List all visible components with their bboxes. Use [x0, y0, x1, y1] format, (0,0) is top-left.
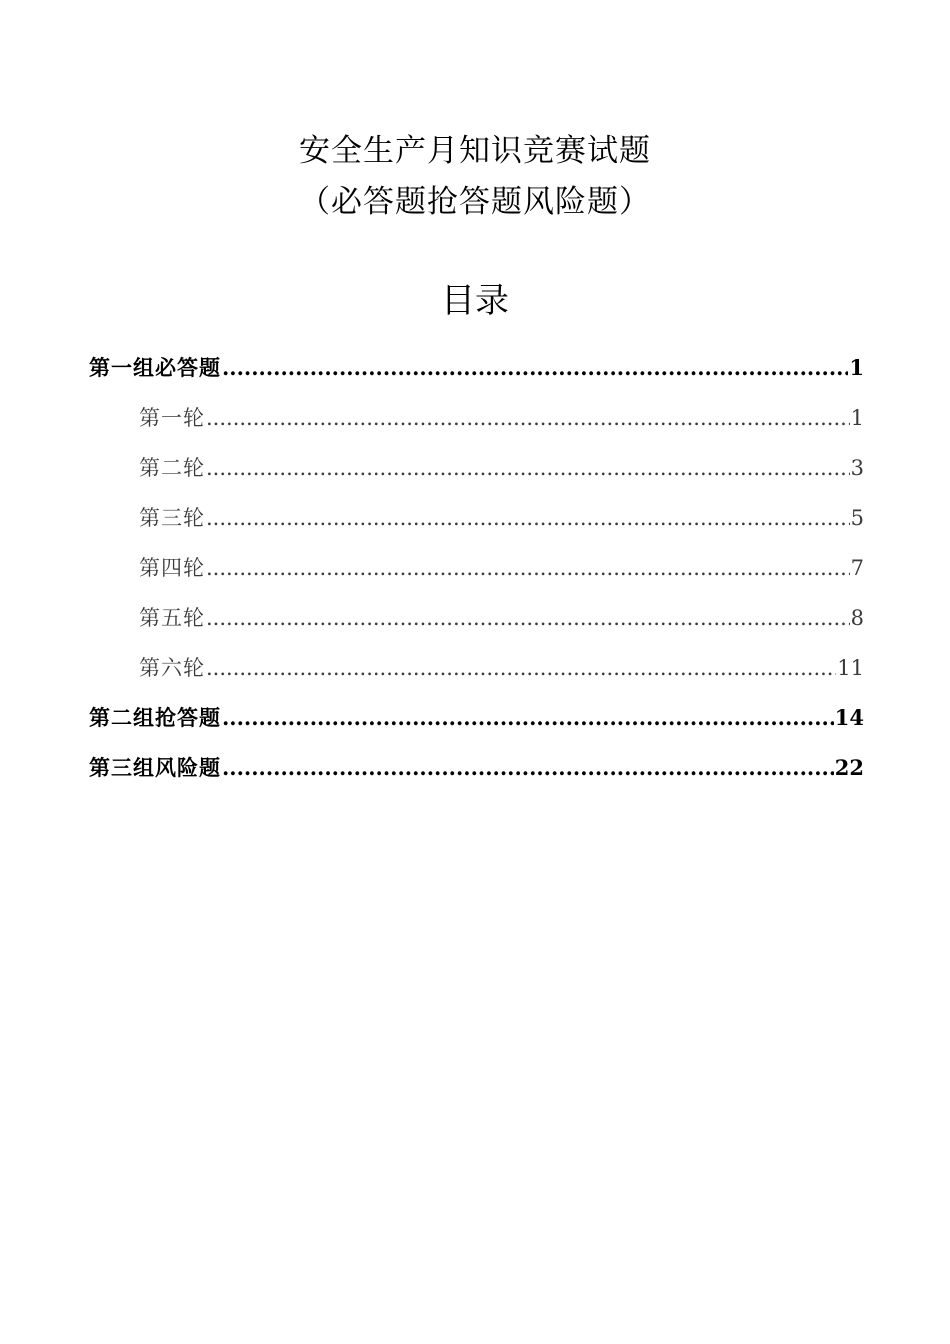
toc-entry-label: 第四轮 [139, 556, 205, 580]
toc-entry-label: 第一组必答题 [89, 355, 221, 380]
toc-dot-leader [222, 705, 834, 730]
toc-dot-leader [206, 556, 850, 580]
toc-entry-page: 22 [834, 755, 864, 780]
toc-entry-label: 第三组风险题 [89, 755, 221, 780]
toc-entry-label: 第二轮 [139, 456, 205, 480]
toc-dot-leader [222, 355, 848, 380]
toc-entry-page: 1 [850, 406, 864, 430]
toc-entry-group-1[interactable] [89, 352, 864, 392]
toc-entry-label: 第一轮 [139, 406, 205, 430]
toc-dot-leader [206, 606, 850, 630]
toc-entry-label: 第五轮 [139, 606, 205, 630]
toc-entry-page: 14 [834, 705, 864, 730]
toc-dot-leader [206, 506, 850, 530]
toc-heading: 目录 [441, 281, 509, 321]
document-title: 安全生产月知识竞赛试题 [299, 133, 651, 169]
toc-entry-page: 11 [837, 656, 864, 680]
toc-dot-leader [206, 406, 850, 430]
toc-entry-round-5[interactable] [139, 602, 864, 642]
toc-dot-leader [206, 656, 836, 680]
toc-entry-round-2[interactable] [139, 452, 864, 492]
toc-entry-page: 7 [850, 556, 864, 580]
toc-entry-page: 8 [850, 606, 864, 630]
toc-entry-page: 1 [849, 355, 864, 380]
toc-entry-label: 第六轮 [139, 656, 205, 680]
toc-dot-leader [206, 456, 850, 480]
toc-entry-group-2[interactable] [89, 702, 864, 742]
toc-entry-round-4[interactable] [139, 552, 864, 592]
toc-entry-page: 5 [850, 506, 864, 530]
toc-dot-leader [222, 755, 834, 780]
toc-entry-round-6[interactable] [139, 652, 864, 692]
toc-entry-label: 第二组抢答题 [89, 705, 221, 730]
toc-entry-round-3[interactable] [139, 502, 864, 542]
toc-entry-round-1[interactable] [139, 402, 864, 442]
toc-entry-page: 3 [850, 456, 864, 480]
toc-entry-label: 第三轮 [139, 506, 205, 530]
toc-entry-group-3[interactable] [89, 752, 864, 792]
document-subtitle: （必答题抢答题风险题） [299, 184, 651, 220]
